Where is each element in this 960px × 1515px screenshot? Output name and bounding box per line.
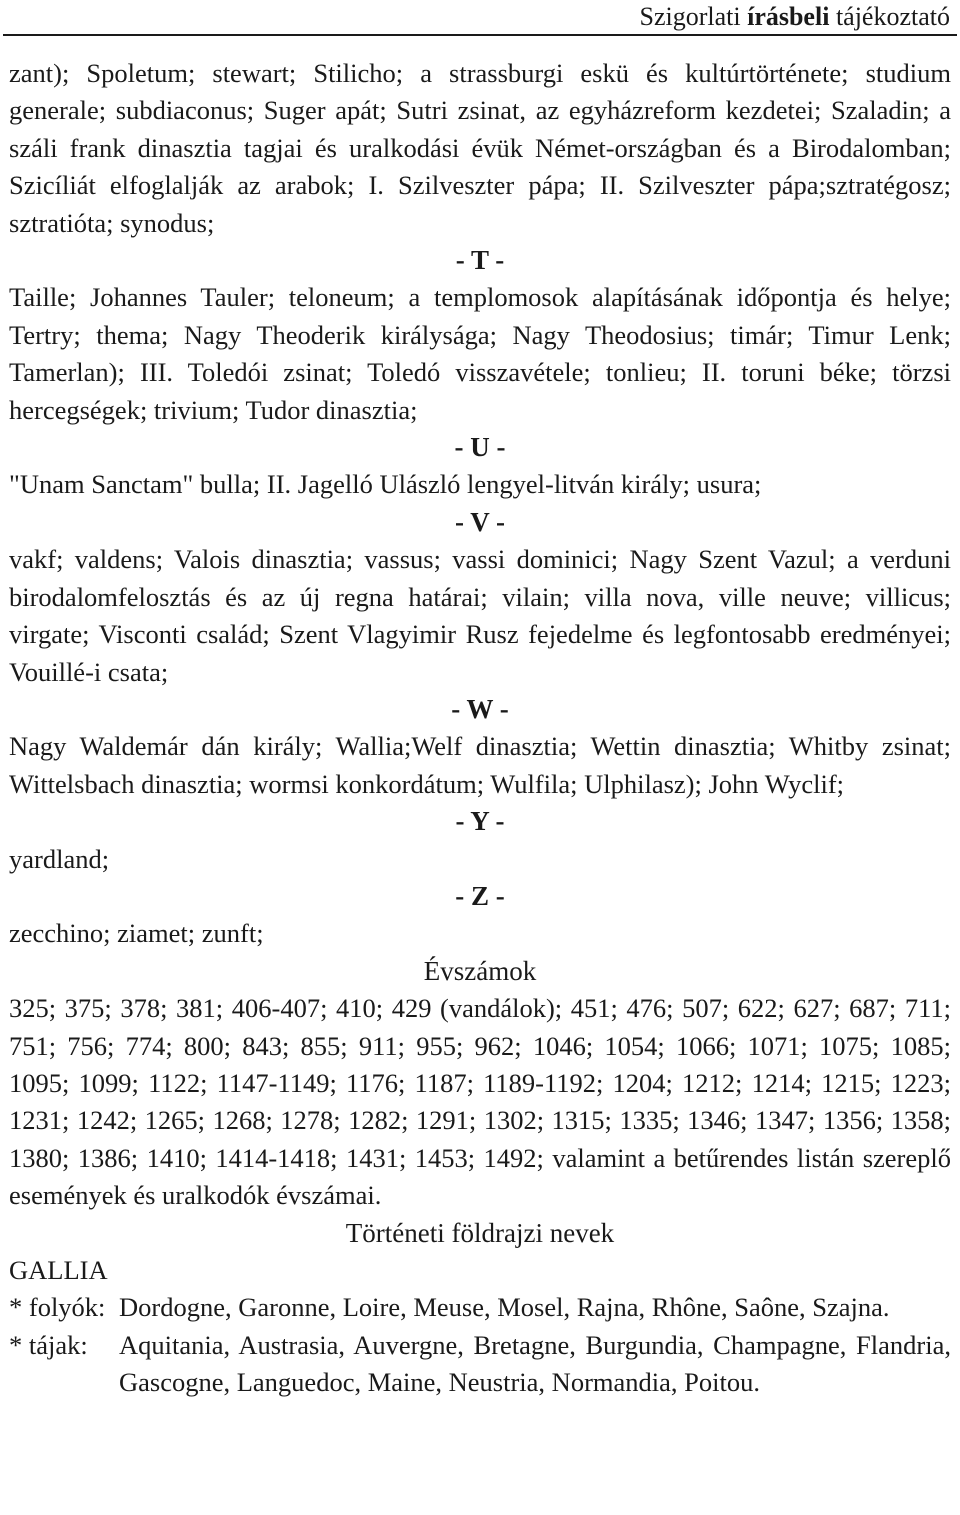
geography-heading: Történeti földrajzi nevek [345,1217,615,1248]
header-title [640,3,951,31]
t-section-terms: Taille; Johannes Tauler; teloneum; a templomosok alapításának időpontja és helye; Tertry; thema; Nagy Theoderik királysága; Nagy Theodosius; timár; Timur Lenk; Tamerlan); III. Toledói zsinat; Toledó visszavétele; tonlieu; II. toruni béke; törzsi hercegségek; trivium; Tudor dinasztia; [9,282,951,425]
y-section-terms: yardland; [9,843,110,874]
regions-label: * tájak: [9,1329,88,1360]
letter-heading-v: - V - [454,506,505,537]
letter-heading-w: - W - [451,693,509,724]
header-title-bold: írásbeli [747,2,830,31]
rivers-list: Dordogne, Garonne, Loire, Meuse, Mosel, Rajna, Rhône, Saône, Szajna. [119,1292,890,1323]
region-label-gallia: GALLIA [9,1255,108,1285]
rivers-entry [9,1289,951,1326]
page-header [0,0,960,34]
z-section-terms: zecchino; ziamet; zunft; [9,918,264,949]
u-section-terms: "Unam Sanctam" bulla; II. Jagelló Ulászló lengyel-litván király; usura; [9,469,762,500]
header-title-part2: tájékoztató [829,2,950,31]
w-section-terms: Nagy Waldemár dán király; Wallia;Welf dinasztia; Wettin dinasztia; Whitby zsinat; Wittelsbach dinasztia; wormsi konkordátum; Wulfila; Ulphilasz); John Wyclif; [9,731,951,799]
dates-list: 325; 375; 378; 381; 406-407; 410; 429 (vandálok); 451; 476; 507; 622; 627; 687; 711; 751; 756; 774; 800; 843; 855; 911; 955; 962; 1046; 1054; 1066; 1071; 1075; 1085; 1095; 1099; 1122; 1147-1149; 1176; 1187; 1189-1192; 1204; 1212; 1214; 1215; 1223; 1231; 1242; 1265; 1268; 1278; 1282; 1291; 1302; 1315; 1335; 1346; 1347; 1356; 1358; 1380; 1386; 1410; 1414-1418; 1431; 1453; 1492; valamint a betűrendes listán szereplő események és uralkodók évszámai. [9,993,951,1211]
v-section-terms: vakf; valdens; Valois dinasztia; vassus; vassi dominici; Nagy Szent Vazul; a verduni birodalomfelosztás és az új regna határai; vilain; villa nova, ville neuve; villicus; virgate; Visconti család; Szent Vlagyimir Rusz fejedelme és legfontosabb eredményei; Vouillé-i csata; [9,544,951,687]
header-divider [3,34,957,36]
regions-entry [9,1327,951,1402]
regions-list: Aquitania, Austrasia, Auvergne, Bretagne, Burgundia, Champagne, Flandria, Gascogne, Languedoc, Maine, Neustria, Normandia, Poitou. [119,1329,951,1398]
letter-heading-u: - U - [454,432,506,463]
dates-heading: Évszámok [423,955,537,986]
s-section-continuation: zant); Spoletum; stewart; Stilicho; a strassburgi eskü és kultúrtörténete; studium generale; subdiaconus; Suger apát; Sutri zsinat, az egyházreform kezdetei; Szaladin; a száli frank dinasztia tagjai és uralkodási évük Német-országban és a Birodalomban; Szicíliát elfoglalják az arabok; I. Szilveszter pápa; II. Szilveszter pápa;sztratégosz; sztratióta; synodus; [9,58,951,238]
document-body [9,55,951,1402]
header-title-part1: Szigorlati [639,2,748,31]
letter-heading-y: - Y - [455,806,505,837]
letter-heading-z: - Z - [455,880,505,911]
letter-heading-t: - T - [455,245,505,276]
rivers-label: * folyók: [9,1292,106,1323]
